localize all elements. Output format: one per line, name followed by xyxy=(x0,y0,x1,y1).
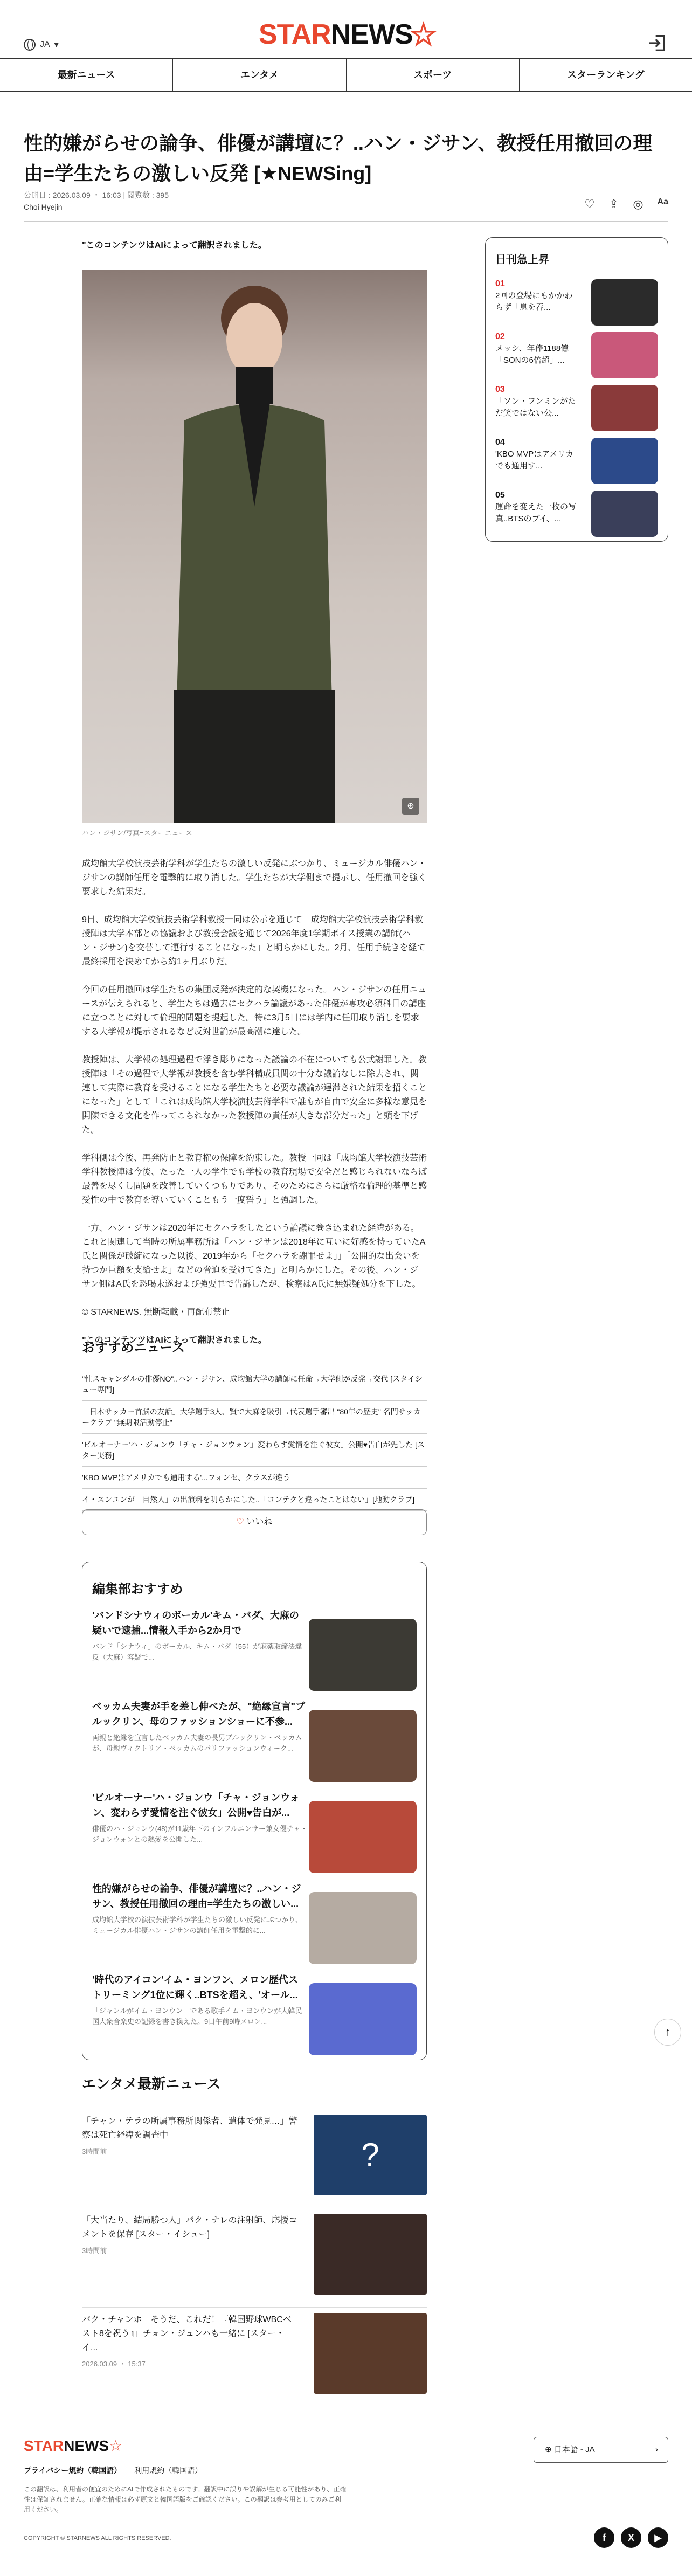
paragraph: 教授陣は、大学報の処理過程で浮き彫りになった議論の不在についても公式謝罪した。教授陣は「その過程で大学報が教授を含む学科構成員間の十分な議論なしに除去され、関連して実際に教育を受けることになる学生たちと必要な議論が遅滞された結果を招くことになった」として「これは成均館大学校演技芸術学科で誰もが自由で安全に多様な意見を開陳できる文化を作ってこられなかった教授陣の責任が大きな部分だった」と頭を下げた。 xyxy=(82,1055,427,1135)
list-item[interactable]: 'KBO MVPはアメリカでも通用する'...フォンセ、クラスが違う xyxy=(82,1466,427,1488)
editor-item[interactable] xyxy=(92,1699,417,1790)
footer-logo[interactable] xyxy=(24,2437,122,2455)
item-time: 2026.03.09 ・ 15:37 xyxy=(82,2360,146,2368)
like-label: いいね xyxy=(246,1517,273,1527)
paragraph: 今回の任用撤回は学生たちの集団反発が決定的な契機になった。ハン・ジサンの任用ニュースが伝えられると、学生たちは過去にセクハラ論議があった俳優が専攻必須科目の講座に立つことに対して倫理的問題を提起した。特に3月5日には学内に任用取り消しを要求する大学報が提示されるなど反対世論が最高潮に達した。 xyxy=(82,985,427,1037)
person-figure xyxy=(174,280,335,823)
rank-thumb xyxy=(591,438,658,484)
editor-item[interactable] xyxy=(92,1881,417,1972)
social-links xyxy=(594,2527,668,2548)
language-selector[interactable] xyxy=(24,39,59,51)
item-thumb xyxy=(309,1983,417,2055)
translate-icon[interactable]: ◎ xyxy=(633,197,643,211)
nav-latest[interactable]: 最新ニュース xyxy=(0,59,173,91)
editor-item[interactable] xyxy=(92,1608,417,1699)
item-desc: バンド「シナウィ」のボーカル、キム・バダ（55）が麻薬取締法違反（大麻）容疑で... xyxy=(92,1642,302,1661)
news-item[interactable] xyxy=(82,2214,427,2308)
item-headline: 'ビルオーナー'ハ・ジョンウ「チャ・ジョンウォン、変わらず愛情を注ぐ彼女」公開♥告白が... xyxy=(92,1792,300,1818)
rank-num: 03 xyxy=(495,385,505,394)
nav-ranking[interactable]: スターランキング xyxy=(567,70,645,80)
scroll-top-button[interactable]: ↑ xyxy=(654,2019,681,2046)
paragraph: 学科側は今後、再発防止と教育権の保障を約束した。教授一同は「成均館大学校演技芸術学科教授陣は今後、たった一人の学生でも学校の教育現場で安全だと感じられないならば最善を尽くし問題を改善していくつもりであり、そのためにさらに厳格な倫理的基準と感受性の中で教育を導いていくこともう一度誓う」と強調した。 xyxy=(82,1154,427,1205)
heart-icon[interactable]: ♡ xyxy=(584,197,595,211)
item-thumb xyxy=(309,1619,417,1691)
item-headline: ベッカム夫妻が手を差し伸べたが、"絶縁宣言"ブルックリン、母のファッションショーに不参... xyxy=(92,1701,306,1727)
item-thumb xyxy=(314,2313,427,2394)
rank-num: 04 xyxy=(495,438,505,447)
photo-caption: ハン・ジサン/写真=スターニュース xyxy=(82,829,192,837)
nav-sports[interactable]: スポーツ xyxy=(347,59,520,91)
rank-num: 01 xyxy=(495,279,505,288)
rank-num: 05 xyxy=(495,491,505,500)
recommended-title: おすすめニュース xyxy=(82,1341,185,1355)
ranking-item[interactable] xyxy=(495,438,658,489)
enta-latest xyxy=(82,2073,427,2412)
paragraph: 成均館大学校演技芸術学科が学生たちの激しい反発にぶつかり、ミュージカル俳優ハン・ジサンの講師任用を電撃的に取り消した。学生たちが大学側まで提示し、任用撤回を強く要求した結果だ。 xyxy=(82,859,427,896)
like-button[interactable] xyxy=(82,1509,427,1535)
list-item[interactable]: 「日本サッカー首脳の友話」大学選手3人、賢で大麻を吸引→代表選手審出 "80年の歴史" 名門サッカークラブ "無期限活動停止" xyxy=(82,1400,427,1433)
facebook-icon[interactable]: f xyxy=(594,2527,614,2548)
item-headline: '時代のアイコン'イム・ヨンフン、メロン歴代ストリーミング1位に輝く..BTSを超え、'オール... xyxy=(92,1974,299,2000)
login-icon[interactable] xyxy=(647,32,668,54)
item-headline: 'バンドシナウィのボーカル'キム・バダ、大麻の疑いで逮捕...情報入手から2か月で xyxy=(92,1610,299,1636)
chevron-down-icon: ▾ xyxy=(54,40,59,50)
news-item[interactable] xyxy=(82,2313,427,2407)
logo[interactable] xyxy=(259,16,437,53)
item-desc: 両親と絶縁を宣言したベッカム夫妻の長男ブルックリン・ベッカムが、母親ヴィクトリア・ベッカムのパリファッションウィーク... xyxy=(92,1734,302,1752)
share-icon[interactable]: ⇪ xyxy=(608,197,619,211)
editors-title: 編集部おすすめ xyxy=(92,1582,183,1597)
paragraph: 一方、ハン・ジサンは2020年にセクハラをしたという論議に巻き込まれた経緯がある。これと関連して当時の所属事務所は「ハン・ジサンは2018年に互いに好感を持っていたA氏と関係が破綻になった以後、2019年から「セクハラを謝罪せよ」」「公開的な出会いを持つか巨額を支給せよ」などの脅迫を受けてきた」と明らかにした。その後、ハン・ジサン側はA氏を恐喝未遂および強要罪で告訴したが、検察はA氏に無嫌疑処分を下した。 xyxy=(82,1224,426,1289)
item-thumb xyxy=(309,1710,417,1782)
logo-news: NEWS xyxy=(330,19,413,50)
ranking-item[interactable] xyxy=(495,491,658,542)
editors-picks xyxy=(82,1562,427,2060)
recommended-news xyxy=(82,1337,427,1511)
item-headline: 「大当たり、結局勝つ人」パク・ナレの注射師、応援コメントを保存 [スター・イシュー] xyxy=(82,2216,297,2239)
nav-entertainment[interactable]: エンタメ xyxy=(173,59,346,91)
article-body xyxy=(82,857,427,1362)
ranking-item[interactable] xyxy=(495,385,658,437)
header xyxy=(0,0,692,58)
placeholder-person-icon: ? xyxy=(314,2115,427,2195)
item-headline: 「チャン・テラの所属事務所関係者、遺体で発見…」警察は死亡経緯を調査中 xyxy=(82,2117,297,2140)
terms-link[interactable]: 利用規約（韓国語） xyxy=(134,2466,203,2475)
logo-news: NEWS xyxy=(64,2437,109,2454)
main-nav xyxy=(0,58,692,92)
chevron-right-icon: › xyxy=(655,2445,658,2454)
editor-item[interactable] xyxy=(92,1790,417,1881)
article-meta: 公開日 : 2026.03.09 ・ 16:03 | 閲覧数 : 395 xyxy=(24,191,169,199)
item-thumb xyxy=(314,2214,427,2295)
item-time: 3時間前 xyxy=(82,2147,107,2156)
lang-label: 日本語 - JA xyxy=(553,2445,595,2454)
news-item[interactable] xyxy=(82,2115,427,2208)
globe-icon xyxy=(24,39,36,51)
list-item[interactable]: 'ビルオーナー'ハ・ジョンウ「チャ・ジョンウォン」変わらず愛情を注ぐ彼女」公開♥告白が先した [スター実務] xyxy=(82,1433,427,1466)
rank-text: 2回の登場にもかかわらず「息を吞... xyxy=(495,291,573,312)
item-thumb xyxy=(309,1892,417,1964)
rank-text: 運命を変えた一枚の写真..BTSのブイ、... xyxy=(495,502,577,523)
list-item[interactable]: "性スキャンダルの俳優NO"..ハン・ジサン、成均館大学の講師に任命→大学側が反発→交代 [スタイシュー専門] xyxy=(82,1368,427,1400)
privacy-link[interactable]: プライバシー規約（韓国語） xyxy=(24,2466,122,2475)
rank-text: メッシ、年俸1188億「SONの6倍超」... xyxy=(495,344,569,365)
list-item[interactable]: イ・スンユンが「自然人」の出演料を明らかにした..「コンテクと違ったことはない」[地動クラブ] xyxy=(82,1488,427,1511)
rank-text: 'KBO MVPはアメリカでも通用す... xyxy=(495,450,574,471)
article-tools xyxy=(584,197,668,211)
editor-item[interactable] xyxy=(92,1972,417,2063)
footer-links xyxy=(24,2465,202,2476)
article-photo xyxy=(82,270,427,823)
item-thumb xyxy=(309,1801,417,1873)
language-button[interactable] xyxy=(534,2437,668,2463)
lang-code: JA xyxy=(40,40,50,49)
youtube-icon[interactable]: ▶ xyxy=(648,2527,668,2548)
ranking-title: 日刊急上昇 xyxy=(495,254,549,266)
logo-star: STAR xyxy=(24,2437,64,2454)
item-desc: 成均館大学校の演技芸術学科が学生たちの激しい反発にぶつかり、ミュージカル俳優ハン・ジサンの講師任用を電撃的に... xyxy=(92,1916,303,1935)
item-headline: パク・チャンホ「そうだ、これだ！『韓国野球WBCベスト8を祝う』」チョン・ジュンハも一緒に [スター・イ... xyxy=(82,2315,292,2352)
rank-thumb xyxy=(591,491,658,537)
zoom-icon[interactable]: ⊕ xyxy=(402,798,419,815)
rank-text: 「ソン・フンミンがただ笑ではない公... xyxy=(495,397,576,418)
heart-icon: ♡ xyxy=(236,1517,244,1527)
item-desc: 「ジャンルがイム・ヨンウン」である歌手イム・ヨンウンが大韓民国大衆音楽史の記録を書き換えた。9日午前9時メロン... xyxy=(92,2007,302,2026)
item-headline: 性的嫌がらせの論争、俳優が講壇に？..ハン・ジサン、教授任用撤回の理由=学生たちの激しい... xyxy=(92,1883,301,1909)
ai-note-end: "このコンテンツはAIによって翻訳されました。 xyxy=(82,1336,267,1345)
rank-thumb xyxy=(591,332,658,378)
rank-thumb xyxy=(591,279,658,326)
rank-thumb xyxy=(591,385,658,431)
daily-ranking xyxy=(485,237,668,542)
ranking-item[interactable] xyxy=(495,279,658,331)
article-author: Choi Hyejin xyxy=(24,203,63,211)
logo-star: STAR xyxy=(259,19,331,50)
logo-star-icon: ☆ xyxy=(409,17,437,52)
globe-icon: ⊕ xyxy=(545,2445,554,2454)
article-title: 性的嫌がらせの論争、俳優が講壇に？..ハン・ジサン、教授任用撤回の理由=学生たちの激しい反発 [★NEWSing] xyxy=(24,132,653,184)
copyright: COPYRIGHT © STARNEWS ALL RIGHTS RESERVED. xyxy=(24,2535,171,2542)
font-size-icon[interactable]: Aa xyxy=(657,197,668,206)
item-time: 3時間前 xyxy=(82,2247,107,2255)
rank-num: 02 xyxy=(495,332,505,341)
ranking-item[interactable] xyxy=(495,332,658,384)
logo-star-icon: ☆ xyxy=(109,2437,123,2454)
footer xyxy=(0,2415,692,2576)
footer-text: この翻訳は、利用者の便宜のためにAIで作成されたものです。翻訳中に誤りや誤解が生じる可能性があり、正確性は保証されません。正確な情報は必ず原文と韓国語版をご確認ください。この翻訳は参考用としてのみご利用ください。 xyxy=(24,2485,347,2513)
copyright-notice: © STARNEWS. 無断転載・再配布禁止 xyxy=(82,1308,230,1317)
enta-title: エンタメ最新ニュース xyxy=(82,2076,221,2092)
item-desc: 俳優のハ・ジョンウ(48)が11歳年下のインフルエンサー兼女優チャ・ジョンウォンとの熱愛を公開した... xyxy=(92,1825,308,1843)
x-icon[interactable]: X xyxy=(621,2527,641,2548)
paragraph: 9日、成均館大学校演技芸術学科教授一同は公示を通じて「成均館大学校演技芸術学科教授陣は大学本部との協議および教授会議を通じて2026年度1学期ボイス授業の講師(ハン・ジサン)を交替して運行することになった」と明らかにした。2月、任用手続きを経て最終採用を決めてから約1ヶ月ぶりだ。 xyxy=(82,915,426,966)
divider xyxy=(24,221,668,222)
ai-note: "このコンテンツはAIによって翻訳されました。 xyxy=(82,241,267,250)
